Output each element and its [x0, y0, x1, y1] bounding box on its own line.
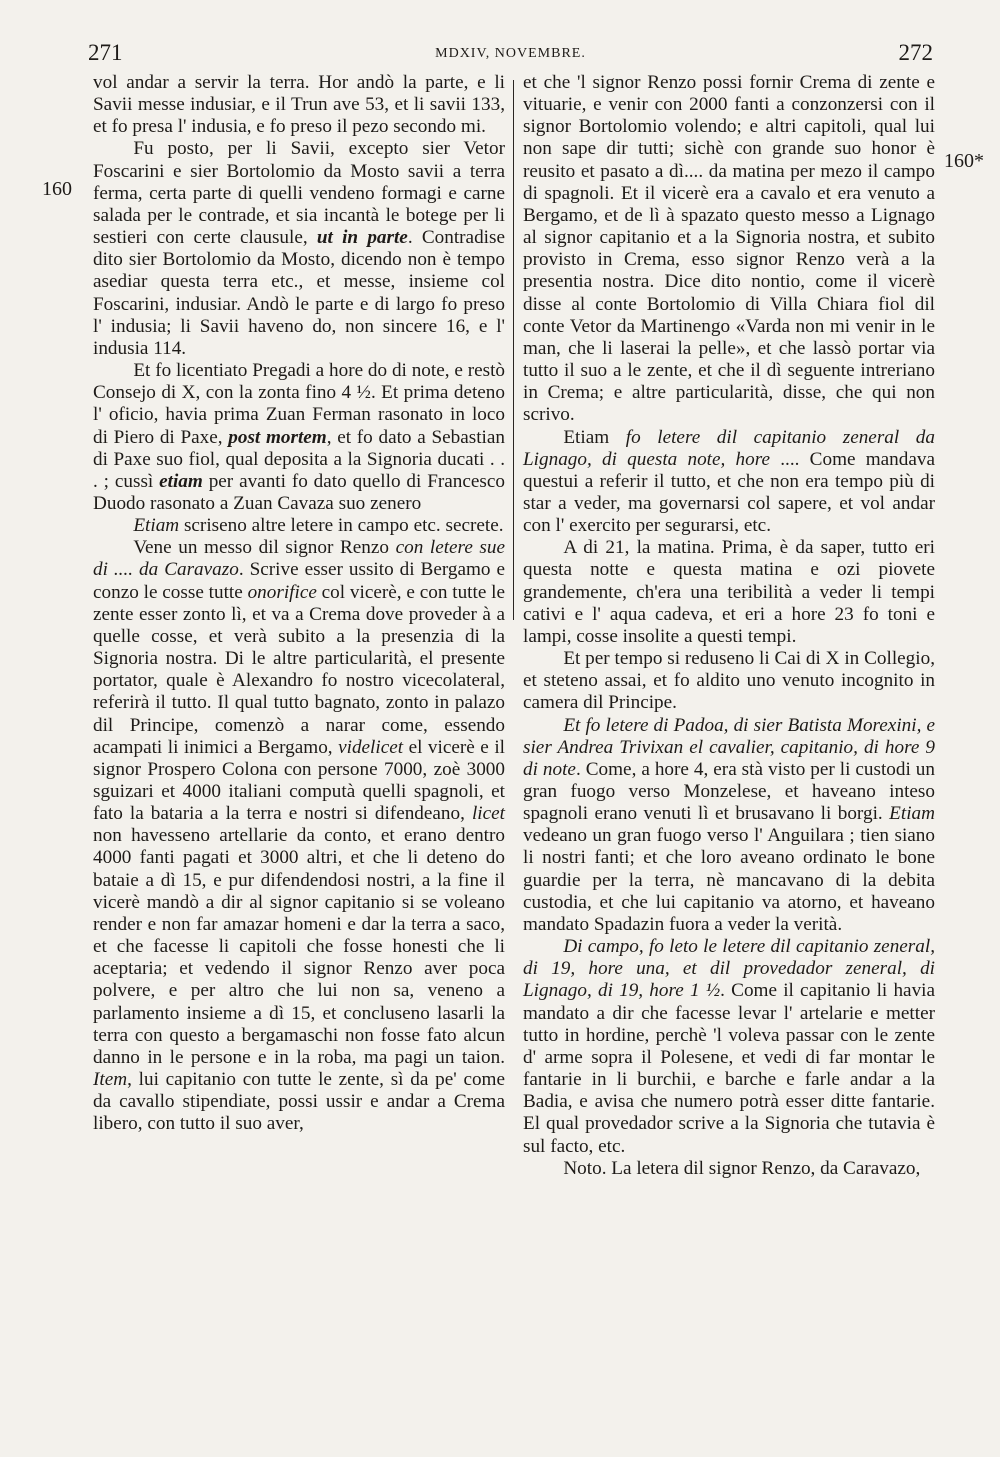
text-span: vol andar a servir la terra. Hor andò la parte, e li Savii messe indusiar, e il Trun ave 53, et li savii 133, et fo presa l' indusia, e fo preso il pezo secondo mi.: [93, 72, 505, 138]
text-span: el vicerè e il signor Prospero Colona con persone 7000, zoè 3000 sguizari et 4000 italiani computà quelli spagnoli, et fato la bataria a la terra e nostri si difendeano,: [93, 736, 505, 825]
page-number-right: 272: [898, 40, 933, 65]
text-span: Di campo, fo leto le letere dil capitanio zeneral, di 19, hore una, et dil provedador zeneral, di Lignago, di 19, hore 1 ½: [523, 936, 935, 1002]
text-span: .... Come mandava questui a referir il tutto, et che non era tempo più di star a veder, ma governarsi col sapere, et vol andar con l' exercito per segurarsi, etc.: [523, 448, 935, 537]
text-column-left: [93, 72, 505, 1136]
paragraph: [523, 936, 935, 1158]
text-span: Etiam: [889, 803, 935, 825]
text-span: Et fo licentiato Pregadi a hore do di note, e restò Consejo di X, con la zonta fino 4 ½. Et prima deteno l' oficio, havia prima Zuan Ferman rasonato in loco di Piero di Paxe,: [93, 360, 505, 448]
text-span: col vicerè, e con tutte le zente esser zonto lì, et va a Crema dove proveder à a quelle cosse, et verà subito a la presenzia di la Signoria nostra. Di le altre particularità, el presente portator, quale è Alexandro fo nostro vicecolateral, referirà il tutto. Il qual tutto bagnato, zonto in palazo dil Principe, comenzò a narar come, essendo acampati li inimici a Bergamo,: [93, 581, 505, 758]
text-span: Fu posto, per li Savii, excepto sier Vetor Foscarini e sier Bortolomio da Mosto savii a terra ferma, certa parte di quelli vendeno formagi e carne salada per le contrade, et sia incantà le botege per li sestieri con certe clausule,: [93, 138, 505, 249]
text-span: . Come il capitanio li havia mandato a dir che facesse levar l' artelarie e metter tutto in hordine, perchè 'l voleva passar con le zente d' arme sopra il Polesene, et vedi di far montar le fantarie in li burchii, e barche e farle andar a la Badia, e avisa che numero potrà esser ditte fantarie. El qual provedador scrive a la Signoria che tutavia è sul facto, etc.: [523, 980, 936, 1157]
text-span: non havesseno artellarie da conto, et erano dentro 4000 fanti pagati et 3000 altri, et che li deteno do bataie a dì 15, e pur difendendosi nostri, a la fine il vicerè mandò a dir al signor capitanio si se voleano render e non far amazar homeni e dar la terra a saco, et che facesse li capitoli che fosse honesti che li aceptaria; et vedendo il signor Renzo aver poca polvere, e per altro che lui non sa, veneno a parlamento insieme a dì 15, et concluseno lasarli la terra con questo a bergamaschi non fosse fato alcun danno in le persone e in la roba, ma pagi un taion.: [93, 825, 505, 1068]
running-title: MDXIV, NOVEMBRE.: [435, 46, 586, 61]
text-span: . Contradise dito sier Bortolomio da Mosto, dicendo non è tempo asediar questa terra etc., et messe, insieme col Foscarini, indusiar. Andò le parte e di largo fo preso l' indusia; li Savii haveno do, non sincere 16, e l' indusia 114.: [93, 227, 505, 359]
text-span: A di 21, la matina. Prima, è da saper, tutto eri questa notte e questa matina e ozi piovete grandemente, ch'era una teribilità a veder li tempi cativi e l' aqua cadeva, et eri a hore 23 fo toni e lampi, cosse insolite a questi tempi.: [523, 537, 935, 647]
paragraph: [93, 537, 505, 1135]
paragraph: [523, 1158, 935, 1180]
paragraph: [523, 648, 935, 714]
text-span: . Come, a hore 4, era stà visto per li custodi un gran fuogo verso Monzelese, et haveano inteso spagnoli erano venuti lì et brusavano li borgi.: [523, 758, 935, 825]
paragraph: [93, 360, 505, 515]
text-span: videlicet: [338, 736, 404, 758]
column-divider: [513, 80, 514, 620]
text-span: Vene un messo dil signor Renzo: [133, 537, 396, 559]
paragraph: [523, 537, 935, 648]
text-span: Item: [93, 1069, 128, 1091]
text-span: Et per tempo si reduseno li Cai di X in Collegio, et steteno assai, et fo aldito uno venuto incognito in camera dil Principe.: [523, 648, 935, 714]
margin-number-left: 160: [42, 178, 72, 200]
text-span: Noto. La letera dil signor Renzo, da Caravazo,: [563, 1157, 921, 1179]
text-span: Etiam: [563, 426, 626, 448]
text-span: fo letere dil capitanio zeneral da Lignago, di questa note, hore: [523, 426, 935, 470]
text-span: post mortem: [228, 426, 327, 448]
text-span: Et fo letere di Padoa, di sier Batista Morexini, e sier Andrea Trivixan el cavalier, capitanio, di hore 9 di note: [523, 714, 935, 780]
text-span: Etiam: [133, 515, 180, 537]
text-span: scriseno altre letere in campo etc. secrete.: [179, 515, 504, 537]
text-span: ut in parte: [316, 227, 408, 249]
text-span: licet: [471, 803, 505, 825]
paragraph: [93, 72, 505, 138]
paragraph: [93, 515, 505, 537]
paragraph: [93, 138, 505, 360]
text-span: , lui capitanio con tutte le zente, sì da pe' come da cavallo stipendiate, possi ussir e andar a Crema libero, con tutto il suo aver,: [93, 1069, 505, 1135]
paragraph: [523, 72, 935, 427]
text-span: et che 'l signor Renzo possi fornir Crema di zente e vituarie, e venir con 2000 fanti a conzonzersi con il signor Bortolomio volendo; e altri capitoli, qual lui non sape dir tutti; sichè con grande suo honor è reusito et pasato a dì.... da matina per mezo il campo di spagnoli. Et il vicerè era a cavalo et era venuto a Bergamo, et de lì à spazato questo messo a Lignago al signor capitanio et a la Signoria nostra, et subito provisto in Crema, esso signor Renzo verà a la presentia nostra. Dice dito nontio, come il vicerè disse al conte Bortolomio di Villa Chiara fiol dil conte Vetor da Martinengo «Varda non mi venir in le man, che li laserai la pelle», et che lassò portar via tutto il suo a le zente, et che il dì seguente intreriano in Crema; e altre particularità, disse, che qui non scrivo.: [523, 72, 935, 426]
page-number-left: 271: [88, 40, 123, 65]
text-span: con letere sue di .... da Caravazo: [93, 537, 505, 581]
text-span: per avanti fo dato quello di Francesco Duodo rasonato a Zuan Cavaza suo zenero: [93, 470, 505, 514]
paragraph: [523, 427, 935, 538]
text-span: onorifice: [247, 581, 317, 603]
text-column-right: [523, 72, 935, 1180]
running-header: [88, 40, 933, 70]
margin-number-right: 160*: [944, 150, 984, 172]
text-span: vedeano un gran fuogo verso l' Anguilara ; tien siano li nostri fanti; et che loro aveano ordinato le bone guardie per la terra, nè mancavano di la debita custodia, et che lui capitanio va atorno, et haveano mandato Spadazin fuora a veder la verità.: [523, 825, 935, 935]
text-span: , et fo dato a Sebastian di Paxe suo fiol, qual deposita a la Signoria ducati . . . ; cussì: [93, 426, 505, 492]
text-span: etiam: [159, 470, 203, 492]
text-span: . Scrive esser ussito di Bergamo e conzo le cosse tutte: [93, 559, 505, 603]
paragraph: [523, 715, 935, 937]
